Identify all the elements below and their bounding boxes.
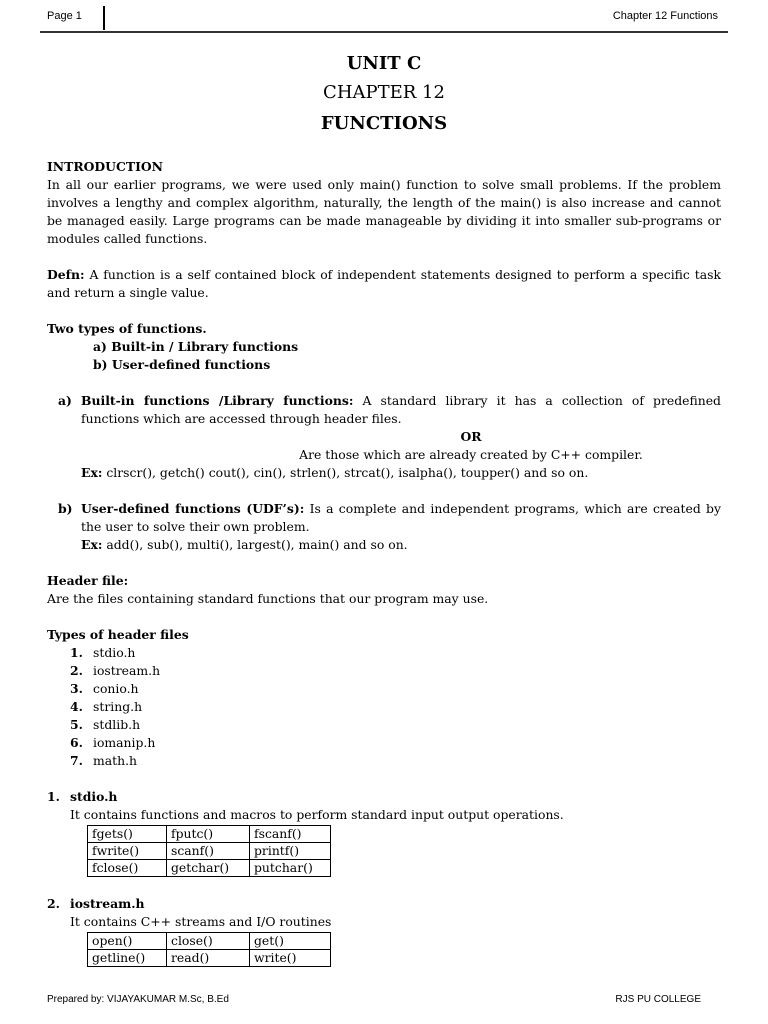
udf-title: User-defined functions (UDF’s):: [81, 501, 305, 516]
table-cell: printf(): [250, 843, 331, 860]
chapter-title: CHAPTER 12: [323, 82, 445, 103]
udf-text: Is a complete and independent programs, which are created by the user to solve their own problem.: [81, 501, 721, 534]
definition: [47, 266, 721, 302]
example-label: Ex:: [81, 465, 103, 480]
types-heading: Two types of functions.: [47, 321, 207, 336]
table-cell: write(): [250, 950, 331, 967]
stdio-functions-table: [87, 825, 331, 877]
table-cell: get(): [250, 933, 331, 950]
list-item: 1. stdio.h: [70, 645, 136, 660]
definition-label: Defn:: [47, 267, 85, 282]
list-item: 6. iomanip.h: [70, 735, 156, 750]
table-row: [88, 826, 331, 843]
stdio-text: It contains functions and macros to perform standard input output operations.: [70, 807, 564, 822]
table-cell: fgets(): [88, 826, 167, 843]
list-item: 7. math.h: [70, 753, 138, 768]
stdio-title: stdio.h: [70, 789, 118, 804]
iostream-section: [47, 895, 721, 913]
header-file-text: Are the files containing standard functions that our program may use.: [47, 591, 489, 606]
header-types-heading: Types of header files: [47, 627, 189, 642]
header-divider: [103, 6, 105, 30]
builtin-section: [47, 392, 721, 482]
types-list: [93, 338, 721, 374]
iostream-text: It contains C++ streams and I/O routines: [70, 914, 332, 929]
iostream-number: 2.: [47, 896, 60, 911]
builtin-title: Built-in functions /Library functions:: [81, 393, 354, 408]
table-row: [88, 933, 331, 950]
table-cell: open(): [88, 933, 167, 950]
topic-title: FUNCTIONS: [320, 113, 448, 134]
list-item: b) User-defined functions: [93, 357, 271, 372]
builtin-text: A standard library it has a collection of predefined functions which are accessed through header files.: [81, 393, 721, 426]
table-cell: getchar(): [167, 860, 250, 877]
page-number: Page 1: [47, 10, 82, 22]
table-cell: scanf(): [167, 843, 250, 860]
table-cell: close(): [167, 933, 250, 950]
header-rule: [40, 31, 728, 33]
table-row: [88, 843, 331, 860]
list-item: 2. iostream.h: [70, 663, 161, 678]
table-row: [88, 950, 331, 967]
list-item: 4. string.h: [70, 699, 143, 714]
iostream-functions-table: [87, 932, 331, 967]
stdio-section: [47, 788, 721, 806]
list-item: 3. conio.h: [70, 681, 139, 696]
list-item: 5. stdlib.h: [70, 717, 141, 732]
or-text: OR: [460, 429, 482, 444]
table-cell: getline(): [88, 950, 167, 967]
example-text: clrscr(), getch() cout(), cin(), strlen(), strcat(), isalpha(), toupper() and so on.: [102, 465, 589, 480]
list-item: a) Built-in / Library functions: [93, 339, 299, 354]
header-types-list: [70, 644, 721, 770]
intro-text: In all our earlier programs, we were used only main() function to solve small problems. If the problem involves a lengthy and complex algorithm, naturally, the length of the main() is also increase and cannot be managed easily. Large programs can be made manageable by dividing it into smaller sub-programs or modules called functions.: [47, 177, 721, 246]
iostream-title: iostream.h: [70, 896, 145, 911]
unit-title: UNIT C: [346, 53, 422, 74]
footer-college: RJS PU COLLEGE: [615, 994, 701, 1005]
table-cell: fwrite(): [88, 843, 167, 860]
example-label: Ex:: [81, 537, 103, 552]
table-row: [88, 860, 331, 877]
builtin-label: a): [58, 393, 72, 408]
table-cell: fputc(): [167, 826, 250, 843]
definition-text: A function is a self contained block of independent statements designed to perform a specific task and return a single value.: [47, 267, 721, 300]
table-cell: fscanf(): [250, 826, 331, 843]
header-file-heading: Header file:: [47, 573, 129, 588]
builtin-alt: Are those which are already created by C++ compiler.: [299, 447, 643, 462]
intro-heading: INTRODUCTION: [47, 159, 163, 174]
example-text: add(), sub(), multi(), largest(), main() and so on.: [102, 537, 408, 552]
udf-label: b): [58, 501, 73, 516]
running-header: Chapter 12 Functions: [612, 10, 718, 22]
udf-section: [47, 500, 721, 554]
table-cell: read(): [167, 950, 250, 967]
table-cell: fclose(): [88, 860, 167, 877]
page-body: [47, 158, 721, 967]
footer-author: Prepared by: VIJAYAKUMAR M.Sc, B.Ed: [47, 994, 229, 1005]
table-cell: putchar(): [250, 860, 331, 877]
stdio-number: 1.: [47, 789, 60, 804]
